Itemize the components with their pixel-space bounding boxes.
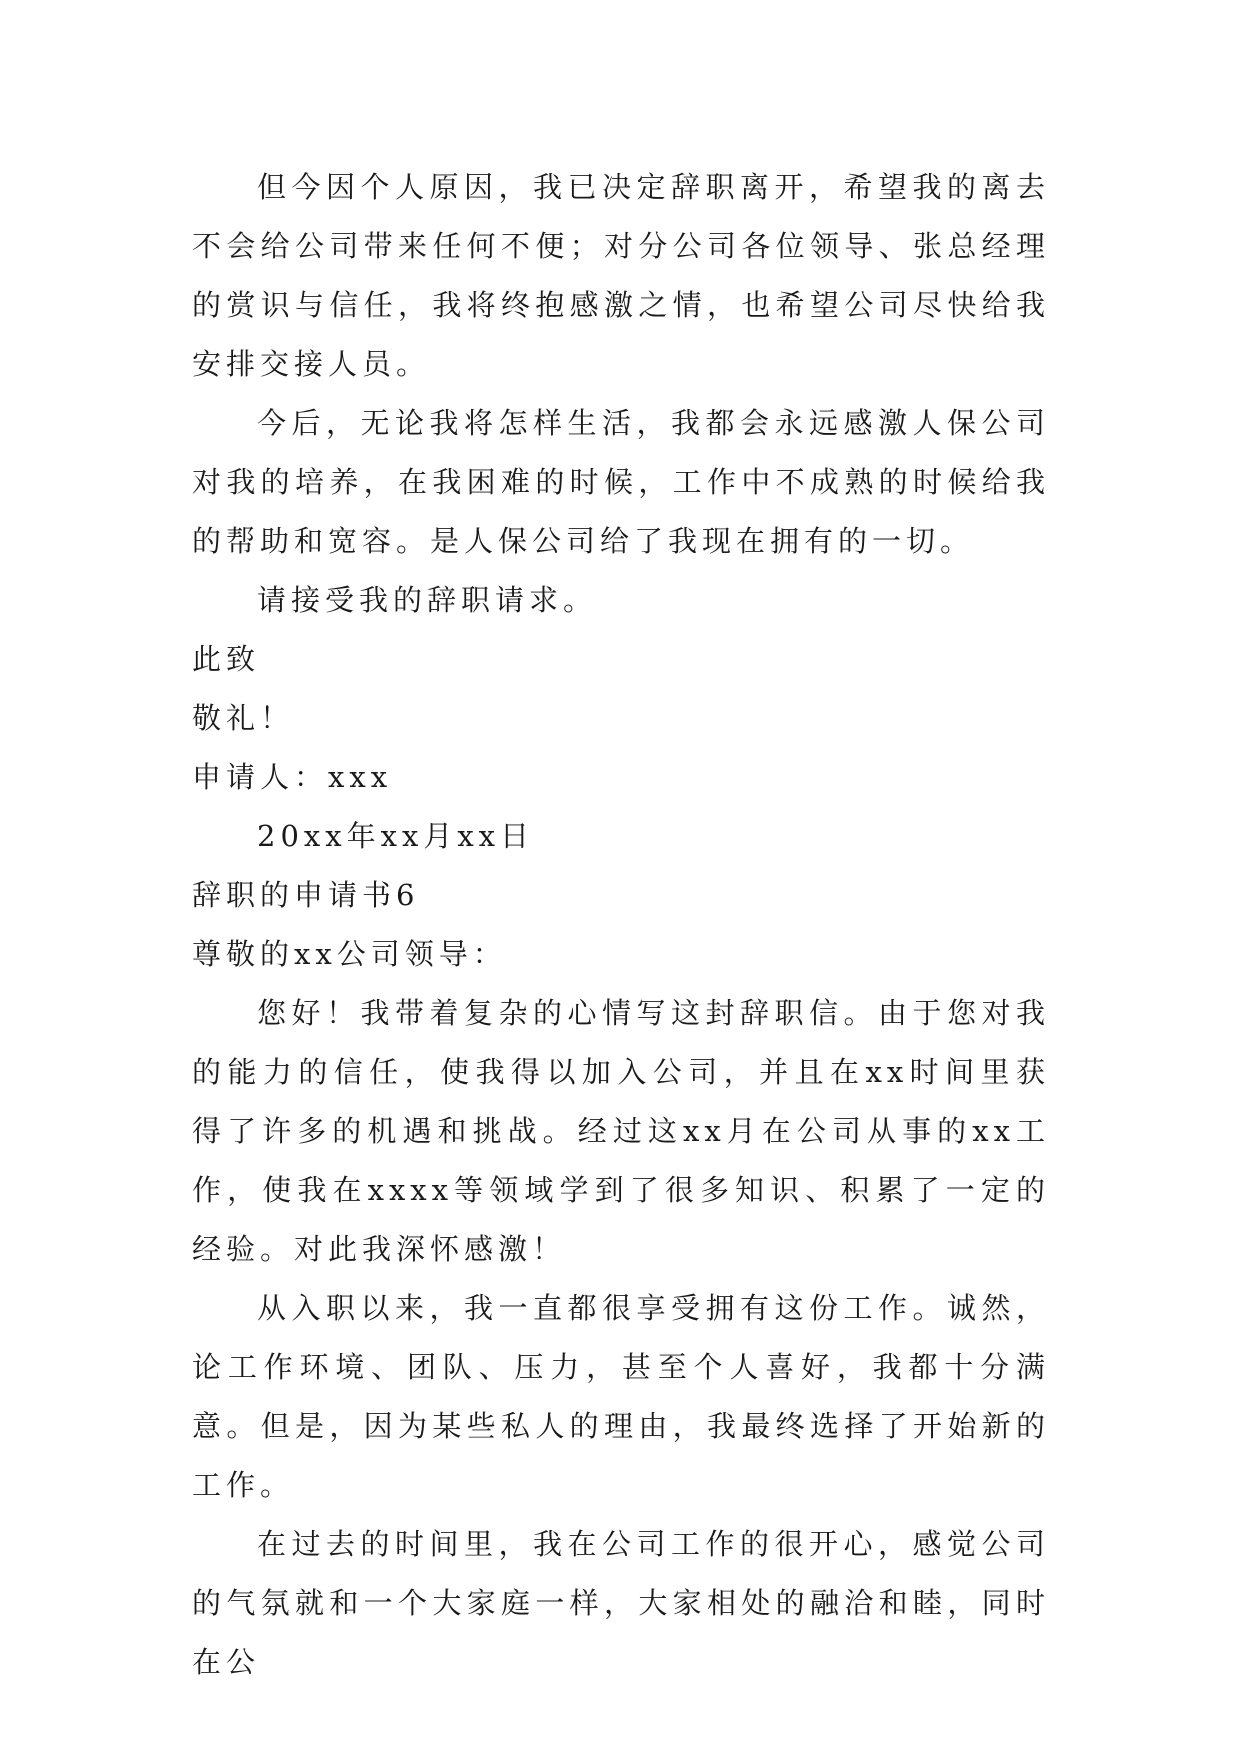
document-body (192, 158, 1050, 1692)
paragraph-gratitude: 今后，无论我将怎样生活，我都会永远感激人保公司对我的培养，在我困难的时候，工作中不成熟的时候给我的帮助和宽容。是人保公司给了我现在拥有的一切。 (192, 406, 1050, 558)
closing-regards: 敬礼！ (192, 701, 295, 735)
paragraph-opening: 您好！我带着复杂的心情写这封辞职信。由于您对我的能力的信任，使我得以加入公司，并且在xx时间里获得了许多的机遇和挑战。经过这xx月在公司从事的xx工作，使我在xxxx等领域学到了很多知识、积累了一定的经验。对此我深怀感激！ (192, 996, 1050, 1266)
letter-greeting: 尊敬的xx公司领导： (192, 937, 507, 971)
section-title: 辞职的申请书6 (192, 878, 420, 912)
paragraph-company-atmosphere: 在过去的时间里，我在公司工作的很开心，感觉公司的气氛就和一个大家庭一样，大家相处的融洽和睦，同时在公 (192, 1527, 1050, 1679)
letter-date: 20xx年xx月xx日 (257, 819, 535, 853)
applicant-signature: 申请人：xxx (192, 760, 393, 794)
paragraph-request: 请接受我的辞职请求。 (257, 583, 598, 617)
paragraph-resignation-reason: 但今因个人原因，我已决定辞职离开，希望我的离去不会给公司带来任何不便；对分公司各位领导、张总经理的赏识与信任，我将终抱感激之情，也希望公司尽快给我安排交接人员。 (192, 170, 1050, 381)
paragraph-job-satisfaction: 从入职以来，我一直都很享受拥有这份工作。诚然，论工作环境、团队、压力，甚至个人喜好，我都十分满意。但是，因为某些私人的理由，我最终选择了开始新的工作。 (192, 1291, 1050, 1502)
closing-salutation: 此致 (192, 642, 261, 676)
